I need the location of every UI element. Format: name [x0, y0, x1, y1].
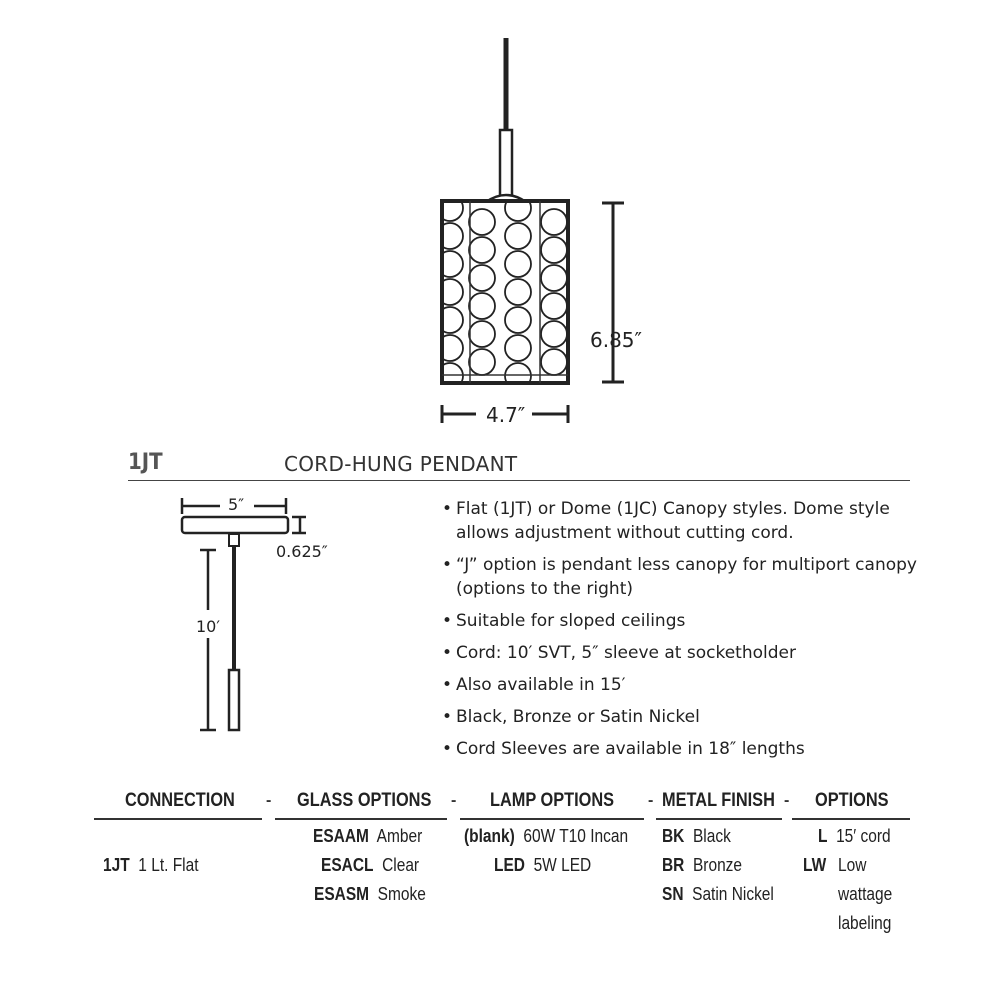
feature-list [440, 497, 920, 769]
option-code: ESAAM [313, 826, 369, 846]
option-desc: 1 Lt. Flat [138, 855, 199, 875]
option-desc: wattage [838, 884, 893, 904]
option-code: (blank) [464, 826, 515, 846]
separator: - [648, 792, 654, 809]
cord-sleeve [229, 670, 239, 730]
column-rule [94, 818, 262, 820]
metal-option [662, 855, 742, 876]
feature-item: • Flat (1JT) or Dome (1JC) Canopy styles. Dome style allows adjustment without cutting cord. [440, 497, 920, 545]
feature-item: • Suitable for sloped ceilings [440, 609, 920, 633]
feature-item: • Also available in 15′ [440, 673, 920, 697]
pendant-drawing [380, 30, 680, 440]
width-label: 4.7″ [486, 403, 526, 427]
product-title: CORD-HUNG PENDANT [284, 452, 518, 476]
pendant-illustration [380, 30, 680, 440]
feature-item: • “J” option is pendant less canopy for multiport canopy (options to the right) [440, 553, 920, 601]
option-code: LW [803, 855, 827, 875]
column-rule [275, 818, 447, 820]
lamp-options-heading: LAMP OPTIONS [490, 790, 615, 811]
option-code: SN [662, 884, 684, 904]
option-desc: Amber [376, 826, 423, 846]
feature-item: • Black, Bronze or Satin Nickel [440, 705, 920, 729]
feature-item: • Cord Sleeves are available in 18″ lengths [440, 737, 920, 761]
height-label: 6.85″ [590, 328, 643, 352]
option-code: BK [662, 826, 685, 846]
extra-option [803, 855, 826, 876]
option-desc: labeling [838, 913, 892, 933]
glass-option [321, 855, 419, 876]
metal-option [662, 826, 731, 847]
canopy-plate [182, 517, 288, 533]
option-code: ESACL [321, 855, 374, 875]
column-rule [460, 818, 644, 820]
option-desc: Clear [382, 855, 420, 875]
option-desc: 5W LED [533, 855, 592, 875]
options-heading: OPTIONS [815, 790, 889, 811]
lamp-option [494, 855, 591, 876]
canopy-illustration [170, 490, 370, 740]
option-desc: Black [692, 826, 731, 846]
canopy-height-label: 0.625″ [276, 542, 328, 561]
option-code: L [818, 826, 828, 846]
cord-sleeve [500, 130, 512, 196]
canopy-drawing [170, 490, 370, 740]
option-desc: 60W T10 Incan [523, 826, 629, 846]
option-code: BR [662, 855, 685, 875]
separator: - [784, 792, 790, 809]
option-code: 1JT [103, 855, 130, 875]
metal-finish-heading: METAL FINISH [662, 790, 775, 811]
column-rule [792, 818, 910, 820]
option-desc: Satin Nickel [692, 884, 774, 904]
option-desc: Bronze [692, 855, 743, 875]
option-desc: 15′ cord [836, 826, 891, 846]
option-code: LED [494, 855, 525, 875]
glass-option [314, 884, 426, 905]
cord-length-label: 10′ [196, 617, 220, 636]
feature-item: • Cord: 10′ SVT, 5″ sleeve at socketholder [440, 641, 920, 665]
header-divider [128, 480, 910, 481]
metal-option [662, 884, 774, 905]
option-code: ESASM [314, 884, 370, 904]
column-rule [656, 818, 782, 820]
connection-heading: CONNECTION [125, 790, 235, 811]
option-desc: Smoke [377, 884, 426, 904]
glass-option [313, 826, 422, 847]
separator: - [451, 792, 457, 809]
canopy-width-label: 5″ [228, 495, 245, 514]
connection-option [103, 855, 199, 876]
separator: - [266, 792, 272, 809]
glass-options-heading: GLASS OPTIONS [297, 790, 432, 811]
lamp-option [464, 826, 628, 847]
model-code: 1JT [128, 450, 163, 475]
option-desc: Low [838, 855, 867, 875]
extra-option [818, 826, 891, 847]
